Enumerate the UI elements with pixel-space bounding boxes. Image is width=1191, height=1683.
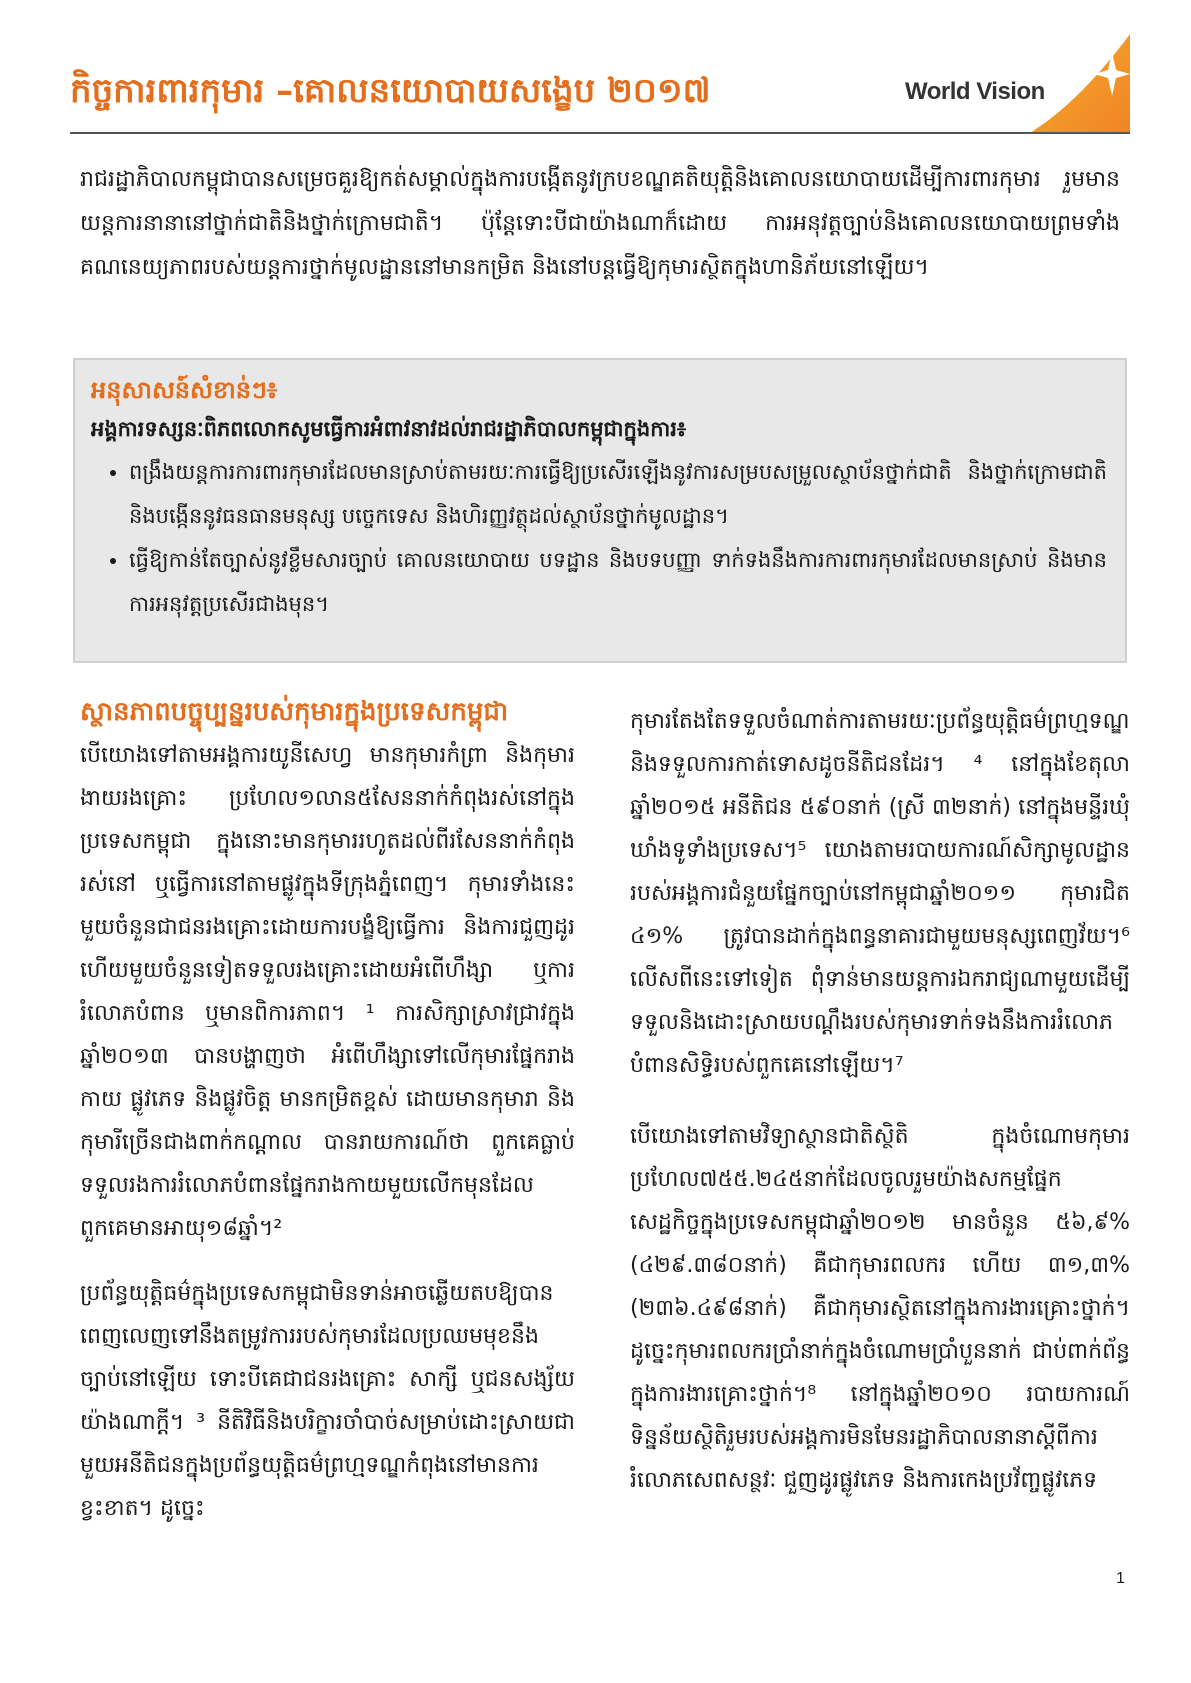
logo-text: World Vision	[905, 78, 1045, 105]
recommendations-list	[91, 450, 1107, 626]
body-paragraph: កុមារតែងតែទទួលចំណាត់ការតាមរយៈប្រព័ន្ធយុត្តិធម៌ព្រហ្មទណ្ឌ និងទទួលការកាត់ទោសដូចនីតិជនដែរ។ ⁴ នៅក្នុងខែតុលាឆ្នាំ២០១៥ អនីតិជន ៥៩០នាក់ (ស្រី ៣២នាក់) នៅក្នុងមន្ទីរឃុំឃាំងទូទាំងប្រទេស។⁵ យោងតាមរបាយការណ៍សិក្សាមូលដ្ឋានរបស់អង្គការជំនួយផ្នែកច្បាប់នៅកម្ពុជាឆ្នាំ២០១១ កុមារជិត ៤១% ត្រូវបានដាក់ក្នុងពន្ធនាគារជាមួយមនុស្សពេញវ័យ។⁶ លើសពីនេះទៅទៀត ពុំទាន់មានយន្តការឯករាជ្យណាមួយដើម្បីទទួលនិងដោះស្រាយបណ្តឹងរបស់កុមារទាក់ទងនឹងការរំលោភបំពានសិទ្ធិរបស់ពួកគេនៅឡើយ។⁷	[630, 709, 1130, 1078]
recommendations-heading: អនុសាសន៍សំខាន់ៗ៖	[91, 376, 278, 404]
right-column	[630, 700, 1130, 1524]
page-number: 1	[1116, 1570, 1125, 1587]
intro-paragraph: រាជរដ្ឋាភិបាលកម្ពុជាបានសម្រេចគួរឱ្យកត់សម្គាល់ក្នុងការបង្កើតនូវក្របខណ្ឌគតិយុត្តិនិងគោលនយោបាយដើម្បីការពារកុមារ រួមមានយន្តការនានានៅថ្នាក់ជាតិនិងថ្នាក់ក្រោមជាតិ។ ប៉ុន្តែទោះបីជាយ៉ាងណាក៏ដោយ ការអនុវត្តច្បាប់និងគោលនយោបាយព្រមទាំងគណនេយ្យភាពរបស់យន្តការថ្នាក់មូលដ្ឋាននៅមានកម្រិត និងនៅបន្តធ្វើឱ្យកុមារស្ថិតក្នុងហានិភ័យនៅឡើយ។	[80, 167, 1120, 280]
left-column	[80, 690, 575, 1552]
header-divider	[70, 132, 1130, 134]
body-paragraph: បើយោងទៅតាមវិទ្យាស្ថានជាតិស្ថិតិ ក្នុងចំណោមកុមារប្រហែល៧៥៥.២៤៥នាក់ដែលចូលរួមយ៉ាងសកម្មផ្នែកសេដ្ឋកិច្ចក្នុងប្រទេសកម្ពុជាឆ្នាំ២០១២ មានចំនួន ៥៦,៩% (៤២៩.៣៨០នាក់) គឺជាកុមារពលករ ហើយ ៣១,៣% (២៣៦.៤៩៨នាក់) គឺជាកុមារស្ថិតនៅក្នុងការងារគ្រោះថ្នាក់។ ដូច្នេះកុមារពលករប្រាំនាក់ក្នុងចំណោមប្រាំបួននាក់ ជាប់ពាក់ព័ន្ធក្នុងការងារគ្រោះថ្នាក់។⁸ នៅក្នុងឆ្នាំ២០១០ របាយការណ៍ទិន្នន័យស្ថិតិរួមរបស់អង្គការមិនមែនរដ្ឋាភិបាលនានាស្តីពីការរំលោភសេពសន្ថវៈ ជួញដូរផ្លូវភេទ និងការកេងប្រវ័ញ្ចផ្លូវភេទ	[630, 1124, 1130, 1493]
list-item: • ធ្វើឱ្យកាន់តែច្បាស់នូវខ្លឹមសារច្បាប់ គោលនយោបាយ បទដ្ឋាន និងបទបញ្ញា ទាក់ទងនឹងការការពារកុមារដែលមានស្រាប់ និងមានការអនុវត្តប្រសើរជាងមុន។	[129, 538, 1107, 626]
page-header	[70, 52, 1130, 134]
page-title: កិច្ចការពារកុមារ –គោលនយោបាយសង្ខេប ២០១៧	[70, 71, 711, 111]
world-vision-logo	[900, 52, 1130, 134]
recommendations-lead: អង្គការទស្សនៈពិភពលោកសូមធ្វើការអំពាវនាវដល់រាជរដ្ឋាភិបាលកម្ពុជាក្នុងការ៖	[91, 417, 687, 441]
list-item: • ពង្រឹងយន្តការការពារកុមារដែលមានស្រាប់តាមរយៈការធ្វើឱ្យប្រសើរឡើងនូវការសម្របសម្រួលស្ថាប័នថ្នាក់ជាតិ និងថ្នាក់ក្រោមជាតិ និងបង្កើននូវធនធានមនុស្ស បច្ចេកទេស និងហិរញ្ញវត្ថុដល់ស្ថាប័នថ្នាក់មូលដ្ឋាន។	[129, 450, 1107, 538]
body-paragraph: ប្រព័ន្ធយុត្តិធម៌ក្នុងប្រទេសកម្ពុជាមិនទាន់អាចឆ្លើយតបឱ្យបានពេញលេញទៅនឹងតម្រូវការរបស់កុមារដែលប្រឈមមុខនឹងច្បាប់នៅឡើយ ទោះបីគេជាជនរងគ្រោះ សាក្សី ឬជនសង្ស័យយ៉ាងណាក្តី។ ³ នីតិវិធីនិងបរិក្ខារចាំបាច់សម្រាប់ដោះស្រាយជាមួយអនីតិជនក្នុងប្រព័ន្ធយុត្តិធម៌ព្រហ្មទណ្ឌកំពុងនៅមានការខ្វះខាត។ ដូច្នេះ	[80, 1281, 575, 1521]
section-heading: ស្ថានភាពបច្ចុប្បន្នរបស់កុមារក្នុងប្រទេសកម្ពុជា	[80, 697, 509, 727]
key-recommendations-box	[73, 358, 1127, 663]
body-paragraph: បើយោងទៅតាមអង្គការយូនីសេហ្វ មានកុមារកំព្រា និងកុមារងាយរងគ្រោះ ប្រហែល១លាន៥សែននាក់កំពុងរស់នៅក្នុងប្រទេសកម្ពុជា ក្នុងនោះមានកុមាររហូតដល់ពីរសែននាក់កំពុងរស់នៅ ឬធ្វើការនៅតាមផ្លូវក្នុងទីក្រុងភ្នំពេញ។ កុមារទាំងនេះមួយចំនួនជាជនរងគ្រោះដោយការបង្ខំឱ្យធ្វើការ និងការជួញដូរ ហើយមួយចំនួនទៀតទទួលរងគ្រោះដោយអំពើហឹង្សា ឬការរំលោភបំពាន ឬមានពិការភាព។ ¹ ការសិក្សាស្រាវជ្រាវក្នុងឆ្នាំ២០១៣ បានបង្ហាញថា អំពើហឹង្សាទៅលើកុមារផ្នែករាងកាយ ផ្លូវភេទ និងផ្លូវចិត្ត មានកម្រិតខ្ពស់ ដោយមានកុមារា និងកុមារីច្រើនជាងពាក់កណ្តាល បានរាយការណ៍ថា ពួកគេធ្លាប់ទទួលរងការរំលោភបំពានផ្នែករាងកាយមួយលើកមុនដែលពួកគេមានអាយុ១៨ឆ្នាំ។²	[80, 743, 575, 1241]
